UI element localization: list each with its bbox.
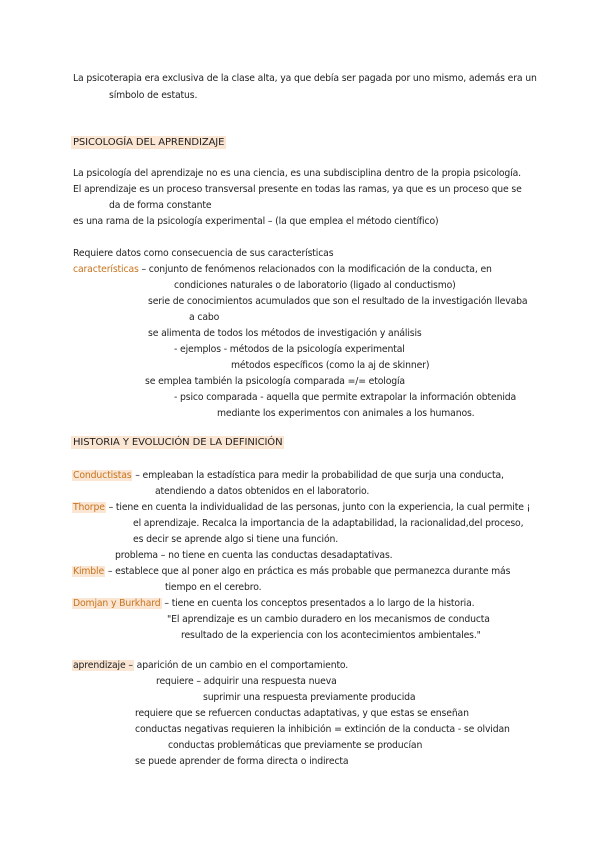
paragraph-line: requiere – adquirir una respuesta nueva (156, 676, 337, 687)
section-heading-aprendizaje (73, 137, 226, 149)
section-heading-historia (73, 437, 284, 449)
conductistas-line (73, 470, 504, 482)
paragraph-line: atendiendo a datos obtenidos en el laboratorio. (155, 486, 370, 497)
conductistas-text: – empleaban la estadística para medir la probabilidad de que surja una conducta, (135, 470, 504, 481)
paragraph-line: serie de conocimientos acumulados que son el resultado de la investigación llevaba (148, 296, 528, 307)
paragraph-line: Requiere datos como consecuencia de sus características (73, 248, 334, 259)
paragraph-line: condiciones naturales o de laboratorio (ligado al conductismo) (174, 280, 456, 291)
term-aprendizaje-word: aprendizaje – (73, 660, 133, 671)
paragraph-line: se puede aprender de forma directa o indirecta (135, 756, 349, 767)
kimble-line (73, 566, 510, 578)
paragraph-line: El aprendizaje es un proceso transversal presente en todas las ramas, ya que es un proceso que se (73, 184, 522, 195)
quote-line: resultado de la experiencia con los acontecimientos ambientales." (181, 630, 481, 641)
paragraph-line: - ejemplos - métodos de la psicología experimental (174, 344, 405, 355)
term-thorpe: Thorpe (73, 502, 105, 513)
paragraph-line: tiempo en el cerebro. (165, 582, 262, 593)
paragraph-line: el aprendizaje. Recalca la importancia de la adaptabilidad, la racionalidad,del proceso, (133, 518, 524, 529)
paragraph-line: métodos específicos (como la aj de skinner) (231, 360, 430, 371)
intro-line-1: La psicoterapia era exclusiva de la clase alta, ya que debía ser pagada por uno mismo, además era un (73, 73, 537, 84)
caracteristicas-line (73, 264, 492, 276)
aprendizaje-line (73, 660, 348, 672)
heading-text: HISTORIA Y EVOLUCIÓN DE LA DEFINICIÓN (73, 437, 283, 448)
term-caracteristicas: características (73, 264, 139, 275)
paragraph-line: a cabo (189, 312, 220, 323)
quote-line: "El aprendizaje es un cambio duradero en los mecanismos de conducta (167, 614, 490, 625)
term-conductistas: Conductistas (73, 470, 132, 481)
term-kimble: Kimble (73, 566, 105, 577)
paragraph-line: se emplea también la psicología comparada =/= etología (145, 376, 405, 387)
heading-text: PSICOLOGÍA DEL APRENDIZAJE (73, 137, 225, 148)
paragraph-line: da de forma constante (109, 200, 212, 211)
paragraph-line: conductas problemáticas que previamente se producían (168, 740, 423, 751)
aprendizaje-text: aparición de un cambio en el comportamiento. (133, 660, 349, 671)
paragraph-line: es decir se aprende algo si tiene una función. (133, 534, 339, 545)
paragraph-line: La psicología del aprendizaje no es una ciencia, es una subdisciplina dentro de la propia psicología. (73, 168, 521, 179)
kimble-text: – establece que al poner algo en práctica es más probable que permanezca durante más (107, 566, 511, 577)
thorpe-text: – tiene en cuenta la individualidad de las personas, junto con la experiencia, la cual permite ¡ (108, 502, 531, 513)
term-aprendizaje (72, 660, 134, 671)
intro-line-2: símbolo de estatus. (109, 90, 198, 101)
paragraph-line: suprimir una respuesta previamente producida (203, 692, 416, 703)
domjan-line (73, 598, 474, 610)
paragraph-line: requiere que se refuercen conductas adaptativas, y que estas se enseñan (135, 708, 469, 719)
caracteristicas-text: – conjunto de fenómenos relacionados con la modificación de la conducta, en (141, 264, 492, 275)
paragraph-line: problema – no tiene en cuenta las conductas desadaptativas. (115, 550, 393, 561)
paragraph-line: conductas negativas requieren la inhibición = extinción de la conducta - se olvidan (135, 724, 510, 735)
paragraph-line: se alimenta de todos los métodos de investigación y análisis (148, 328, 422, 339)
paragraph-line: mediante los experimentos con animales a los humanos. (217, 408, 475, 419)
thorpe-line (73, 502, 530, 514)
term-domjan-burkhard: Domjan y Burkhard (73, 598, 161, 609)
paragraph-line: es una rama de la psicología experimental – (la que emplea el método científico) (73, 216, 439, 227)
domjan-text: – tiene en cuenta los conceptos presentados a lo largo de la historia. (164, 598, 475, 609)
paragraph-line: - psico comparada - aquella que permite extrapolar la información obtenida (174, 392, 517, 403)
